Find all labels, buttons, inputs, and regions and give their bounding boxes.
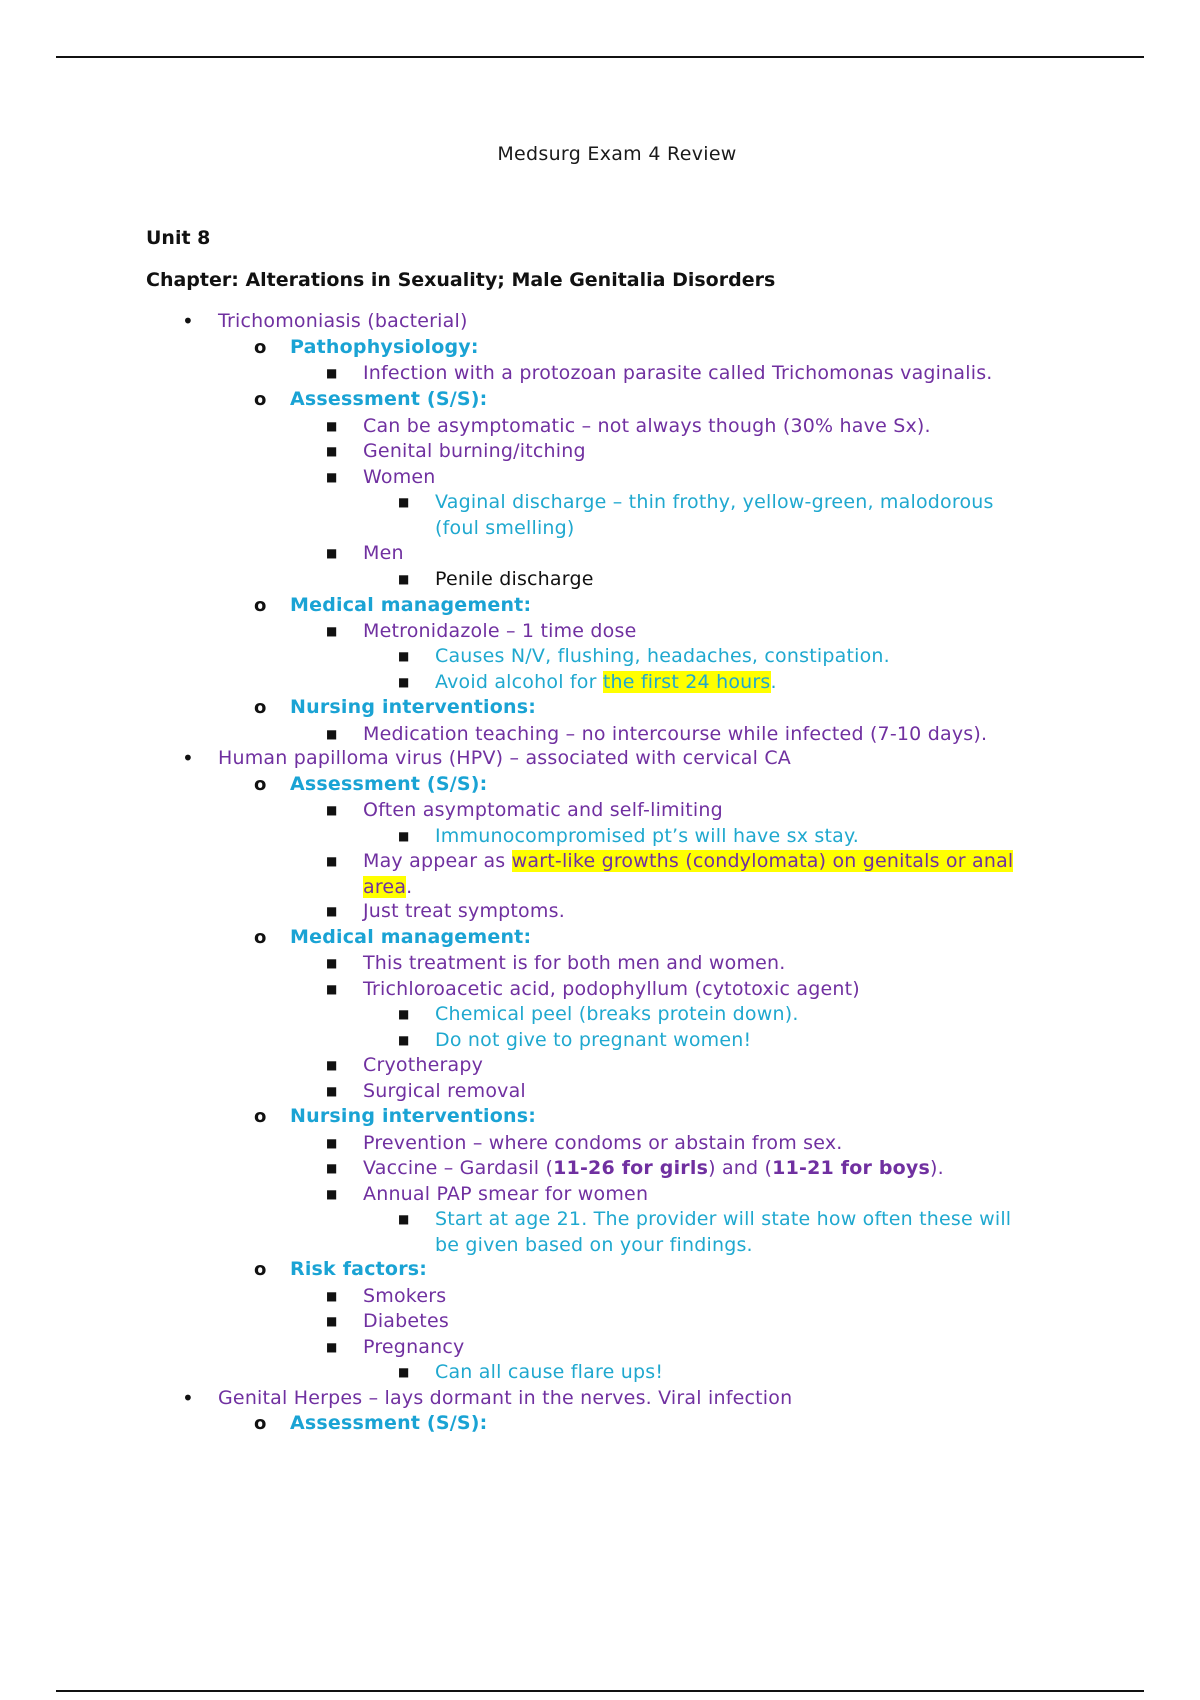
list-item: Prevention – where condoms or abstain from sex. [363, 1132, 843, 1154]
list-item [363, 849, 1013, 874]
list-item: Medication teaching – no intercourse while infected (7-10 days). [363, 723, 988, 745]
list-item: Pregnancy [363, 1336, 465, 1358]
text-run: May appear as [363, 850, 512, 872]
list-item: Diabetes [363, 1310, 449, 1332]
bullet-square: ■ [326, 1136, 338, 1150]
text-run: . [406, 876, 413, 898]
list-item: Trichloroacetic acid, podophyllum (cytotoxic agent) [363, 978, 860, 1000]
highlighted-text: area [363, 876, 407, 898]
bullet-square: ■ [326, 546, 338, 560]
bullet-square: ■ [398, 675, 410, 689]
list-item: Women [363, 466, 436, 488]
bullet-square: ■ [326, 1058, 338, 1072]
text-run: Avoid alcohol for [435, 671, 603, 693]
bullet-o: o [254, 1413, 267, 1434]
bullet-square: ■ [326, 444, 338, 458]
header-rule [56, 56, 1144, 58]
section-medical-management: Medical management: [290, 926, 532, 948]
bullet-o: o [254, 1106, 267, 1127]
bold-text: 11-26 for girls [553, 1157, 709, 1179]
section-medical-management: Medical management: [290, 594, 532, 616]
list-item: Cryotherapy [363, 1054, 484, 1076]
section-assessment: Assessment (S/S): [290, 388, 488, 410]
list-item: Smokers [363, 1285, 447, 1307]
bullet-square: ■ [326, 1289, 338, 1303]
bullet-square: ■ [398, 495, 410, 509]
list-item: Can all cause flare ups! [435, 1361, 664, 1383]
list-item-continuation: be given based on your findings. [435, 1234, 753, 1256]
footer-rule [56, 1690, 1144, 1692]
text-run: ). [930, 1157, 944, 1179]
bullet-o: o [254, 1259, 267, 1280]
topic-trichomoniasis: Trichomoniasis (bacterial) [218, 310, 468, 332]
list-item: Men [363, 542, 404, 564]
list-item: Often asymptomatic and self-limiting [363, 799, 723, 821]
bullet-square: ■ [326, 1314, 338, 1328]
bullet-square: ■ [326, 727, 338, 741]
section-nursing-interventions: Nursing interventions: [290, 696, 537, 718]
list-item: Annual PAP smear for women [363, 1183, 649, 1205]
bullet-dot: • [182, 746, 194, 770]
section-risk-factors: Risk factors: [290, 1258, 428, 1280]
list-item: This treatment is for both men and women. [363, 952, 786, 974]
list-item: Chemical peel (breaks protein down). [435, 1003, 799, 1025]
bullet-square: ■ [398, 649, 410, 663]
chapter-heading: Chapter: Alterations in Sexuality; Male Genitalia Disorders [146, 269, 776, 291]
bullet-square: ■ [326, 1340, 338, 1354]
list-item: Surgical removal [363, 1080, 526, 1102]
bullet-square: ■ [398, 1365, 410, 1379]
bullet-o: o [254, 337, 267, 358]
bullet-square: ■ [326, 904, 338, 918]
list-item-continuation [363, 875, 412, 900]
topic-hpv: Human papilloma virus (HPV) – associated with cervical CA [218, 747, 792, 769]
bullet-o: o [254, 697, 267, 718]
list-item-continuation: (foul smelling) [435, 517, 575, 539]
list-item [435, 670, 777, 695]
list-item: Genital burning/itching [363, 440, 586, 462]
text-run: . [770, 671, 777, 693]
bold-text: 11-21 for boys [772, 1157, 931, 1179]
section-nursing-interventions: Nursing interventions: [290, 1105, 537, 1127]
bullet-square: ■ [326, 854, 338, 868]
list-item: Causes N/V, flushing, headaches, constipation. [435, 645, 890, 667]
highlighted-text: the first 24 hours [602, 671, 771, 693]
bullet-square: ■ [398, 572, 410, 586]
bullet-square: ■ [326, 803, 338, 817]
document-title: Medsurg Exam 4 Review [497, 143, 737, 165]
list-item: Immunocompromised pt’s will have sx stay. [435, 825, 859, 847]
highlighted-text: wart-like growths (condylomata) on genitals or anal [511, 850, 1014, 872]
bullet-square: ■ [398, 1212, 410, 1226]
bullet-square: ■ [326, 366, 338, 380]
bullet-square: ■ [398, 829, 410, 843]
bullet-square: ■ [326, 419, 338, 433]
bullet-square: ■ [398, 1007, 410, 1021]
list-item: Start at age 21. The provider will state how often these will [435, 1208, 1012, 1230]
bullet-square: ■ [326, 470, 338, 484]
bullet-square: ■ [326, 982, 338, 996]
bullet-square: ■ [326, 1084, 338, 1098]
bullet-square: ■ [326, 1161, 338, 1175]
section-assessment: Assessment (S/S): [290, 773, 488, 795]
list-item: Penile discharge [435, 568, 594, 590]
list-item: Infection with a protozoan parasite called Trichomonas vaginalis. [363, 362, 993, 384]
bullet-square: ■ [326, 1187, 338, 1201]
text-run: ) and ( [708, 1157, 773, 1179]
bullet-o: o [254, 595, 267, 616]
bullet-square: ■ [326, 624, 338, 638]
list-item [363, 1156, 944, 1181]
list-item: Can be asymptomatic – not always though (30% have Sx). [363, 415, 931, 437]
bullet-o: o [254, 774, 267, 795]
list-item: Do not give to pregnant women! [435, 1029, 752, 1051]
section-pathophysiology: Pathophysiology: [290, 336, 479, 358]
topic-genital-herpes: Genital Herpes – lays dormant in the nerves. Viral infection [218, 1387, 793, 1409]
bullet-square: ■ [326, 956, 338, 970]
list-item: Metronidazole – 1 time dose [363, 620, 637, 642]
text-run: Vaccine – Gardasil ( [363, 1157, 554, 1179]
unit-heading: Unit 8 [146, 227, 211, 249]
bullet-o: o [254, 927, 267, 948]
bullet-square: ■ [398, 1033, 410, 1047]
bullet-o: o [254, 389, 267, 410]
bullet-dot: • [182, 309, 194, 333]
bullet-dot: • [182, 1386, 194, 1410]
section-assessment: Assessment (S/S): [290, 1412, 488, 1434]
list-item: Vaginal discharge – thin frothy, yellow-green, malodorous [435, 491, 994, 513]
list-item: Just treat symptoms. [363, 900, 565, 922]
